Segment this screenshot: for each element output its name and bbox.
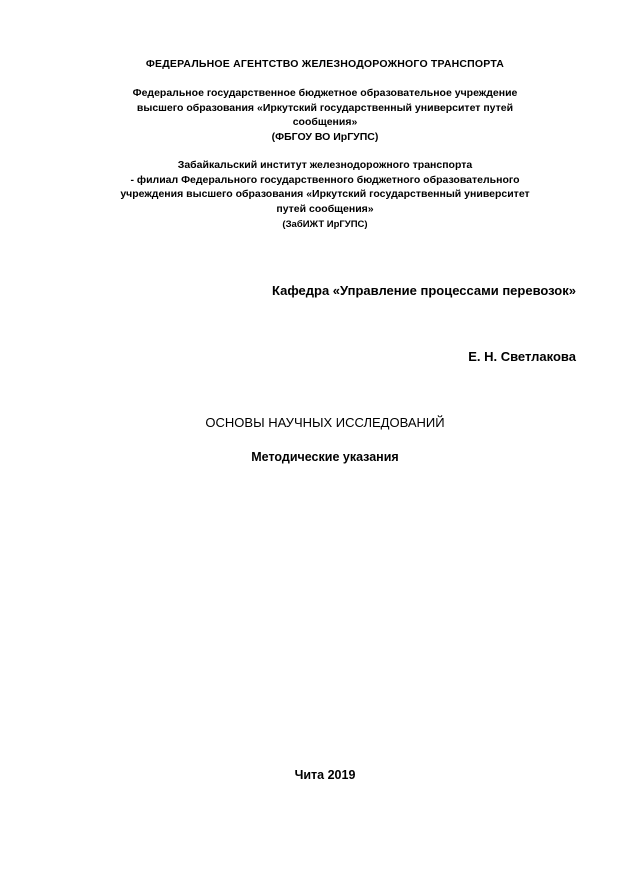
university-line: сообщения» bbox=[292, 116, 358, 128]
institute-abbreviation: (ЗабИЖТ ИрГУПС) bbox=[282, 219, 368, 230]
university-line: Федеральное государственное бюджетное образовательное учреждение bbox=[132, 87, 518, 99]
agency-name: ФЕДЕРАЛЬНОЕ АГЕНТСТВО ЖЕЛЕЗНОДОРОЖНОГО ТРАНСПОРТА bbox=[145, 58, 505, 70]
author-name: Е. Н. Светлакова bbox=[468, 349, 576, 364]
department-name: Кафедра «Управление процессами перевозок» bbox=[272, 283, 576, 298]
institute-line: - филиал Федерального государственного бюджетного образовательного bbox=[130, 174, 520, 186]
institute-line: путей сообщения» bbox=[276, 203, 374, 215]
document-subtitle: Методические указания bbox=[251, 450, 399, 464]
city-year: Чита 2019 bbox=[294, 768, 356, 782]
institute-line: Забайкальский институт железнодорожного транспорта bbox=[177, 159, 473, 171]
university-abbreviation: (ФБГОУ ВО ИрГУПС) bbox=[271, 131, 379, 143]
institute-line: учреждения высшего образования «Иркутский государственный университет bbox=[120, 188, 530, 200]
document-title: ОСНОВЫ НАУЧНЫХ ИССЛЕДОВАНИЙ bbox=[205, 415, 445, 430]
university-line: высшего образования «Иркутский государственный университет путей bbox=[136, 102, 514, 114]
